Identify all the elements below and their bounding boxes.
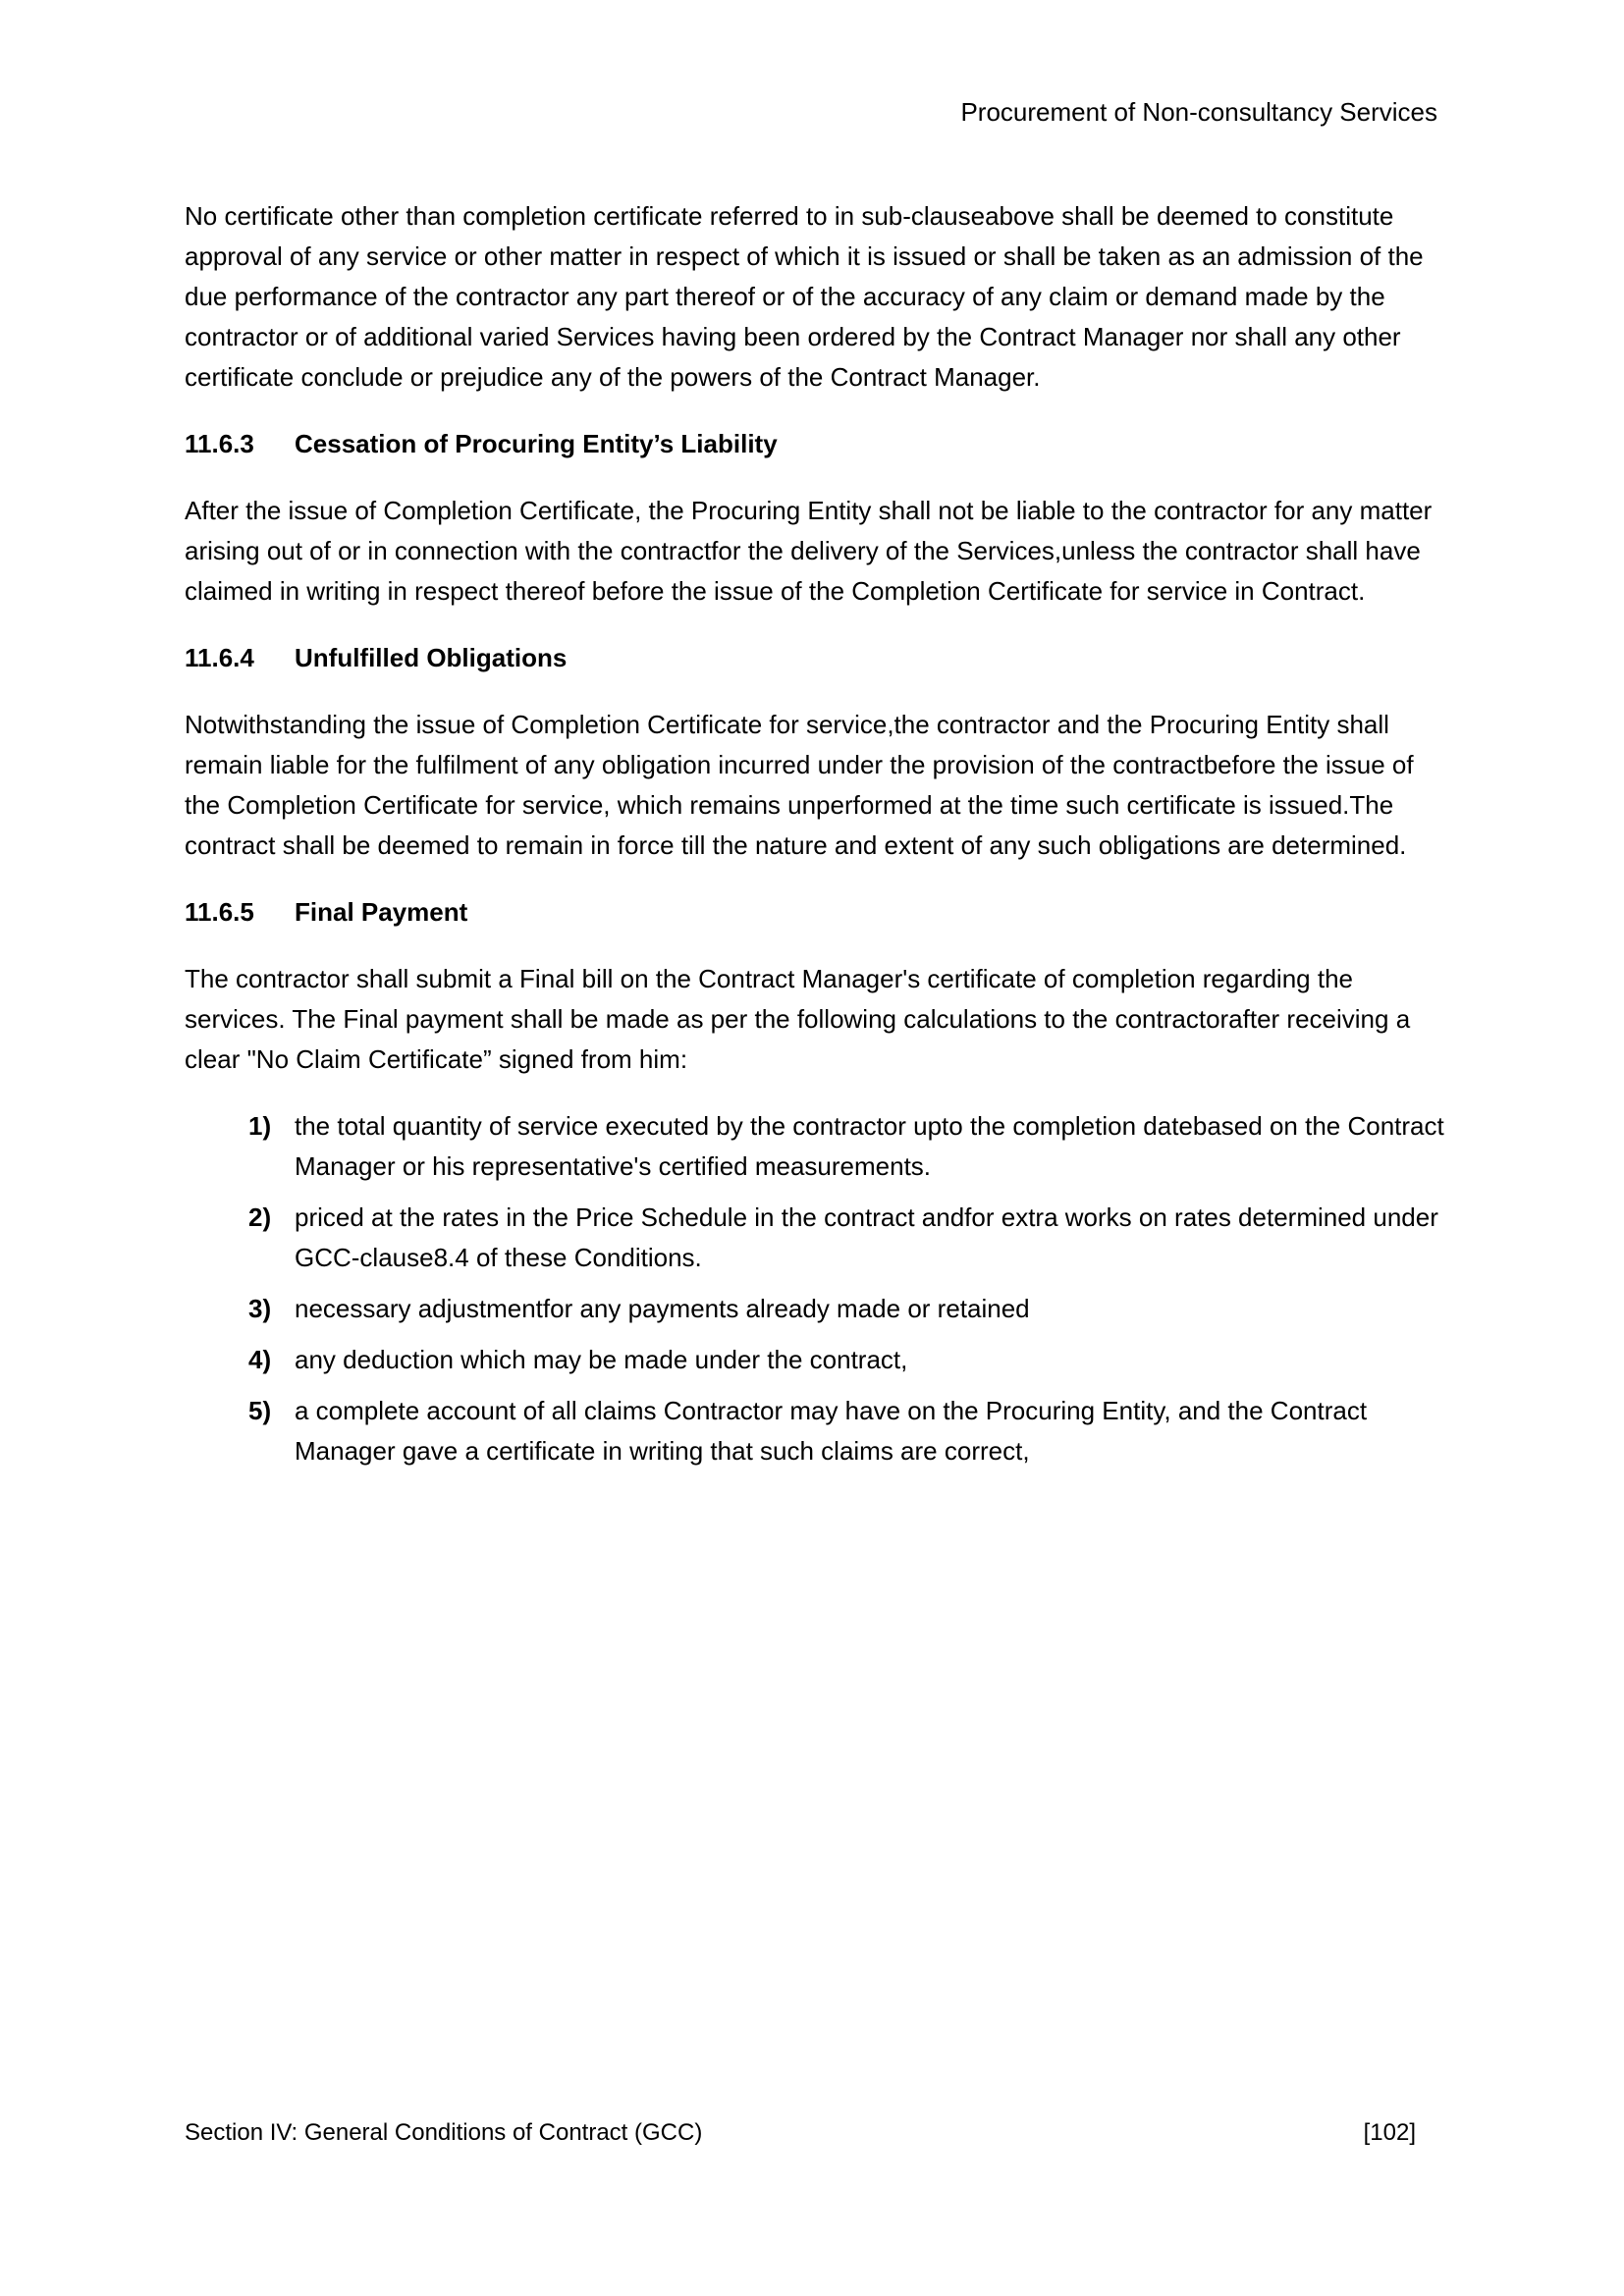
footer-section-label: Section IV: General Conditions of Contract (GCC)	[185, 2119, 703, 2146]
list-item	[185, 1106, 1445, 1187]
list-item	[185, 1391, 1445, 1471]
running-header	[185, 96, 1437, 128]
section-heading-final-payment	[185, 892, 1445, 933]
list-item	[185, 1340, 1445, 1380]
section-title: Cessation of Procuring Entity’s Liability	[295, 429, 778, 458]
list-item-text: priced at the rates in the Price Schedule in the contract andfor extra works on rates determined under GCC-clause8.4 of these Conditions.	[295, 1202, 1438, 1272]
list-item-marker: 5)	[248, 1396, 272, 1425]
intro-paragraph: No certificate other than completion certificate referred to in sub-clauseabove shall be deemed to constitute approval of any service or other matter in respect of which it is issued or shall be taken as an admission of the due performance of the contractor any part thereof or of the accuracy of any claim or demand made by the contractor or of additional varied Services having been ordered by the Contract Manager nor shall any other certificate conclude or prejudice any of the powers of the Contract Manager.	[185, 201, 1424, 392]
list-item-marker: 4)	[248, 1345, 272, 1374]
list-item-text: necessary adjustmentfor any payments already made or retained	[295, 1294, 1030, 1323]
section-heading-cessation-of-liability	[185, 424, 1445, 464]
list-item-marker: 2)	[248, 1202, 272, 1232]
final-payment-list	[185, 1106, 1445, 1471]
list-item-marker: 3)	[248, 1294, 272, 1323]
document-content	[185, 196, 1445, 1482]
list-item	[185, 1198, 1445, 1278]
list-item-text: the total quantity of service executed by the contractor upto the completion datebased on the Contract Manager or his representative's certified measurements.	[295, 1111, 1444, 1181]
section-number: 11.6.4	[185, 643, 254, 672]
running-footer	[185, 2118, 1416, 2148]
header-text: Procurement of Non-consultancy Services	[960, 97, 1437, 127]
footer-page-number: [102]	[1363, 2119, 1416, 2146]
section-number: 11.6.3	[185, 429, 254, 458]
section-heading-unfulfilled-obligations	[185, 638, 1445, 678]
list-item	[185, 1289, 1445, 1329]
section-paragraph-final-payment: The contractor shall submit a Final bill on the Contract Manager's certificate of completion regarding the services. The Final payment shall be made as per the following calculations to the contractorafter receiving a clear "No Claim Certificate” signed from him:	[185, 964, 1411, 1074]
section-paragraph-unfulfilled: Notwithstanding the issue of Completion Certificate for service,the contractor and the Procuring Entity shall remain liable for the fulfilment of any obligation incurred under the provision of the contractbefore the issue of the Completion Certificate for service, which remains unperformed at the time such certificate is issued.The contract shall be deemed to remain in force till the nature and extent of any such obligations are determined.	[185, 710, 1414, 860]
section-number: 11.6.5	[185, 897, 254, 927]
section-title: Final Payment	[295, 897, 468, 927]
section-title: Unfulfilled Obligations	[295, 643, 568, 672]
list-item-marker: 1)	[248, 1111, 272, 1141]
list-item-text: any deduction which may be made under the contract,	[295, 1345, 908, 1374]
section-paragraph-cessation: After the issue of Completion Certificate, the Procuring Entity shall not be liable to the contractor for any matter arising out of or in connection with the contractfor the delivery of the Services,unless the contractor shall have claimed in writing in respect thereof before the issue of the Completion Certificate for service in Contract.	[185, 496, 1433, 606]
list-item-text: a complete account of all claims Contractor may have on the Procuring Entity, and the Contract Manager gave a certificate in writing that such claims are correct,	[295, 1396, 1368, 1466]
